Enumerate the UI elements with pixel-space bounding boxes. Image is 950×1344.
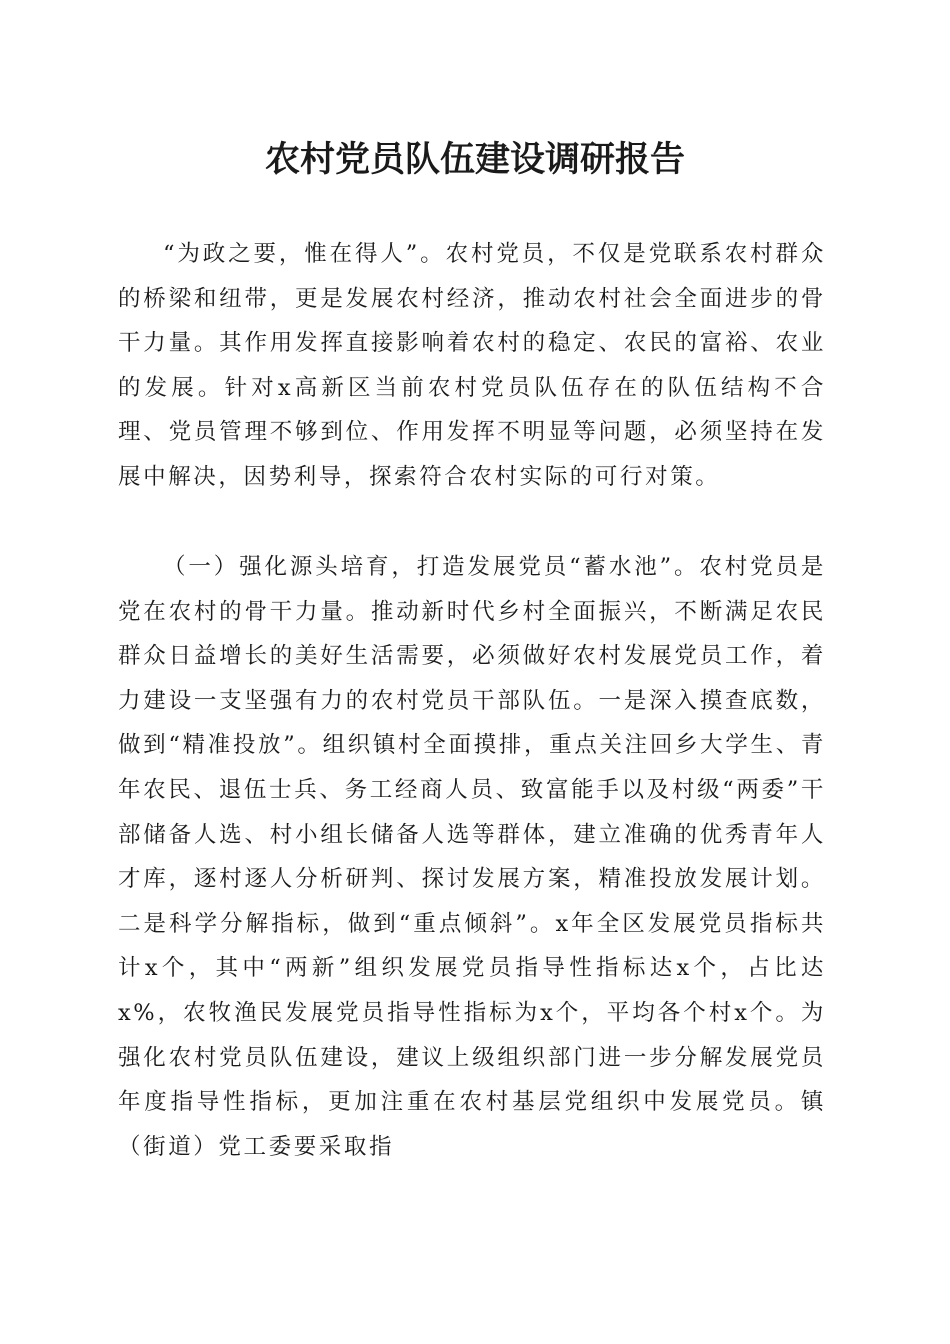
intro-paragraph: “为政之要，惟在得人”。农村党员，不仅是党联系农村群众的桥梁和纽带，更是发展农村经济，推动农村社会全面进步的骨干力量。其作用发挥直接影响着农村的稳定、农民的富裕、农业的发展。针对x高新区当前农村党员队伍存在的队伍结构不合理、党员管理不够到位、作用发挥不明显等问题，必须坚持在发展中解决，因势利导，探索符合农村实际的可行对策。 — [118, 241, 826, 490]
section-one-paragraph: （一）强化源头培育，打造发展党员“蓄水池”。农村党员是党在农村的骨干力量。推动新时代乡村全面振兴，不断满足农民群众日益增长的美好生活需要，必须做好农村发展党员工作，着力建设一支坚强有力的农村党员干部队伍。一是深入摸查底数，做到“精准投放”。组织镇村全面摸排，重点关注回乡大学生、青年农民、退伍士兵、务工经商人员、致富能手以及村级“两委”干部储备人选、村小组长储备人选等群体，建立准确的优秀青年人才库，逐村逐人分析研判、探讨发展方案，精准投放发展计划。二是科学分解指标，做到“重点倾斜”。x年全区发展党员指标共计x个，其中“两新”组织发展党员指导性指标达x个，占比达x%，农牧渔民发展党员指导性指标为x个，平均各个村x个。为强化农村党员队伍建设，建议上级组织部门进一步分解发展党员年度指导性指标，更加注重在农村基层党组织中发展党员。镇（街道）党工委要采取指 — [118, 554, 826, 1160]
document-title: 农村党员队伍建设调研报告 — [264, 139, 685, 180]
